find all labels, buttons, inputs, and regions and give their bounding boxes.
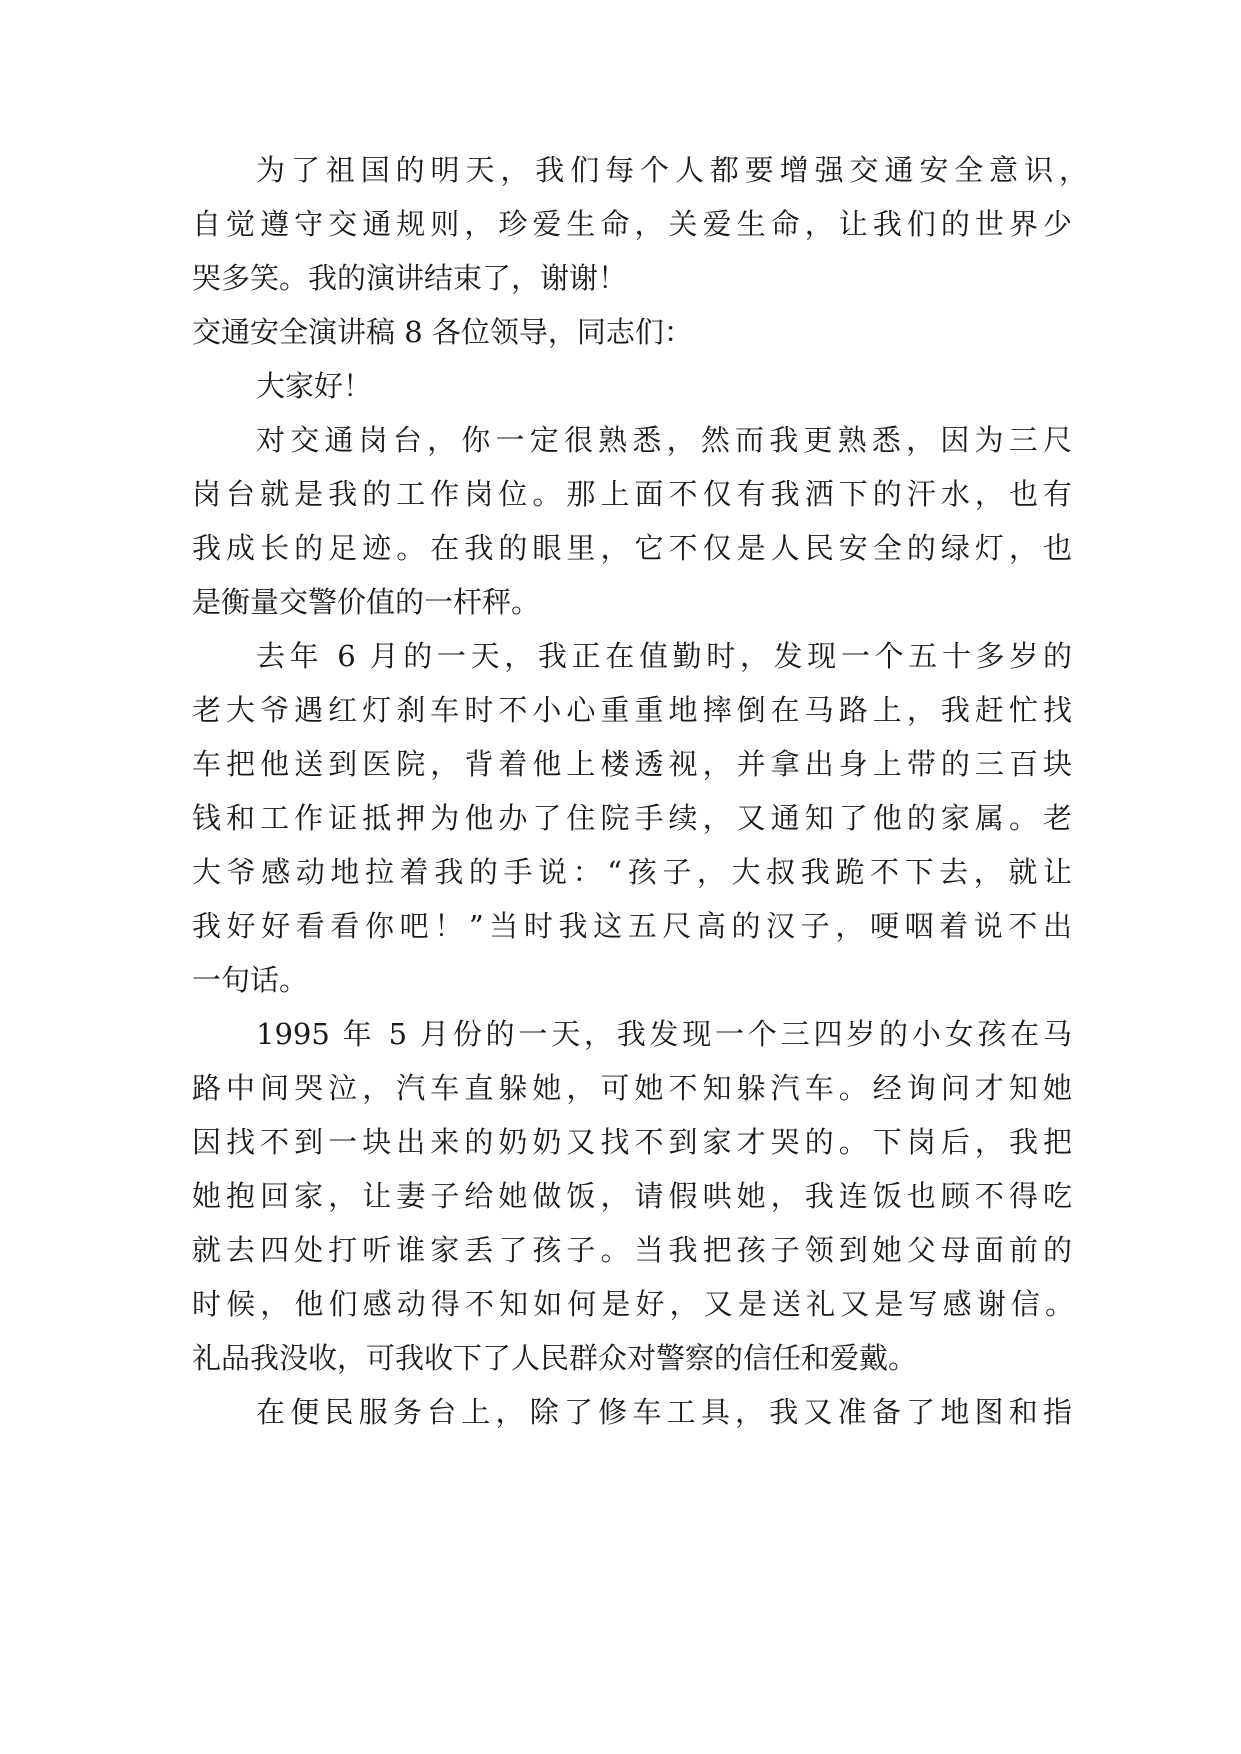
paragraph-line: 大爷感动地拉着我的手说：“孩子，大叔我跪不下去，就让	[192, 855, 1072, 889]
paragraph-line: 因找不到一块出来的奶奶又找不到家才哭的。下岗后，我把	[192, 1125, 1072, 1159]
paragraph-line: 她抱回家，让妻子给她做饭，请假哄她，我连饭也顾不得吃	[192, 1179, 1072, 1213]
paragraph-line: 车把他送到医院，背着他上楼透视，并拿出身上带的三百块	[192, 747, 1072, 781]
paragraph-line: 时候，他们感动得不知如何是好，又是送礼又是写感谢信。	[192, 1287, 1074, 1321]
paragraph-line: 我成长的足迹。在我的眼里，它不仅是人民安全的绿灯，也	[192, 531, 1072, 565]
paragraph-line: 礼品我没收，可我收下了人民群众对警察的信任和爱戴。	[192, 1341, 918, 1375]
paragraph-line: 路中间哭泣，汽车直躲她，可她不知躲汽车。经询问才知她	[192, 1071, 1072, 1105]
paragraph-line: 一句话。	[192, 963, 309, 997]
paragraph-line: 是衡量交警价值的一杆秤。	[192, 585, 541, 619]
paragraph-line: 对交通岗台，你一定很熟悉，然而我更熟悉，因为三尺	[256, 423, 1072, 457]
paragraph-line: 去年 6 月的一天，我正在值勤时，发现一个五十多岁的	[256, 639, 1072, 673]
paragraph-line: 钱和工作证抵押为他办了住院手续，又通知了他的家属。老	[192, 801, 1072, 835]
paragraph-line: 为了祖国的明天，我们每个人都要增强交通安全意识，	[256, 153, 1088, 187]
paragraph-line: 我好好看看你吧！”当时我这五尺高的汉子，哽咽着说不出	[192, 909, 1072, 943]
paragraph-line: 哭多笑。我的演讲结束了，谢谢！	[192, 261, 628, 295]
paragraph-line: 就去四处打听谁家丢了孩子。当我把孩子领到她父母面前的	[192, 1233, 1072, 1267]
paragraph-line: 自觉遵守交通规则，珍爱生命，关爱生命，让我们的世界少	[192, 207, 1072, 241]
greeting-line: 大家好！	[256, 369, 373, 403]
paragraph-line: 老大爷遇红灯刹车时不小心重重地摔倒在马路上，我赶忙找	[192, 693, 1072, 727]
section-heading: 交通安全演讲稿 8 各位领导，同志们：	[192, 315, 693, 349]
paragraph-line: 在便民服务台上，除了修车工具，我又准备了地图和指	[256, 1395, 1072, 1429]
paragraph-line: 1995 年 5 月份的一天，我发现一个三四岁的小女孩在马	[256, 1017, 1072, 1051]
paragraph-line: 岗台就是我的工作岗位。那上面不仅有我洒下的汗水，也有	[192, 477, 1072, 511]
